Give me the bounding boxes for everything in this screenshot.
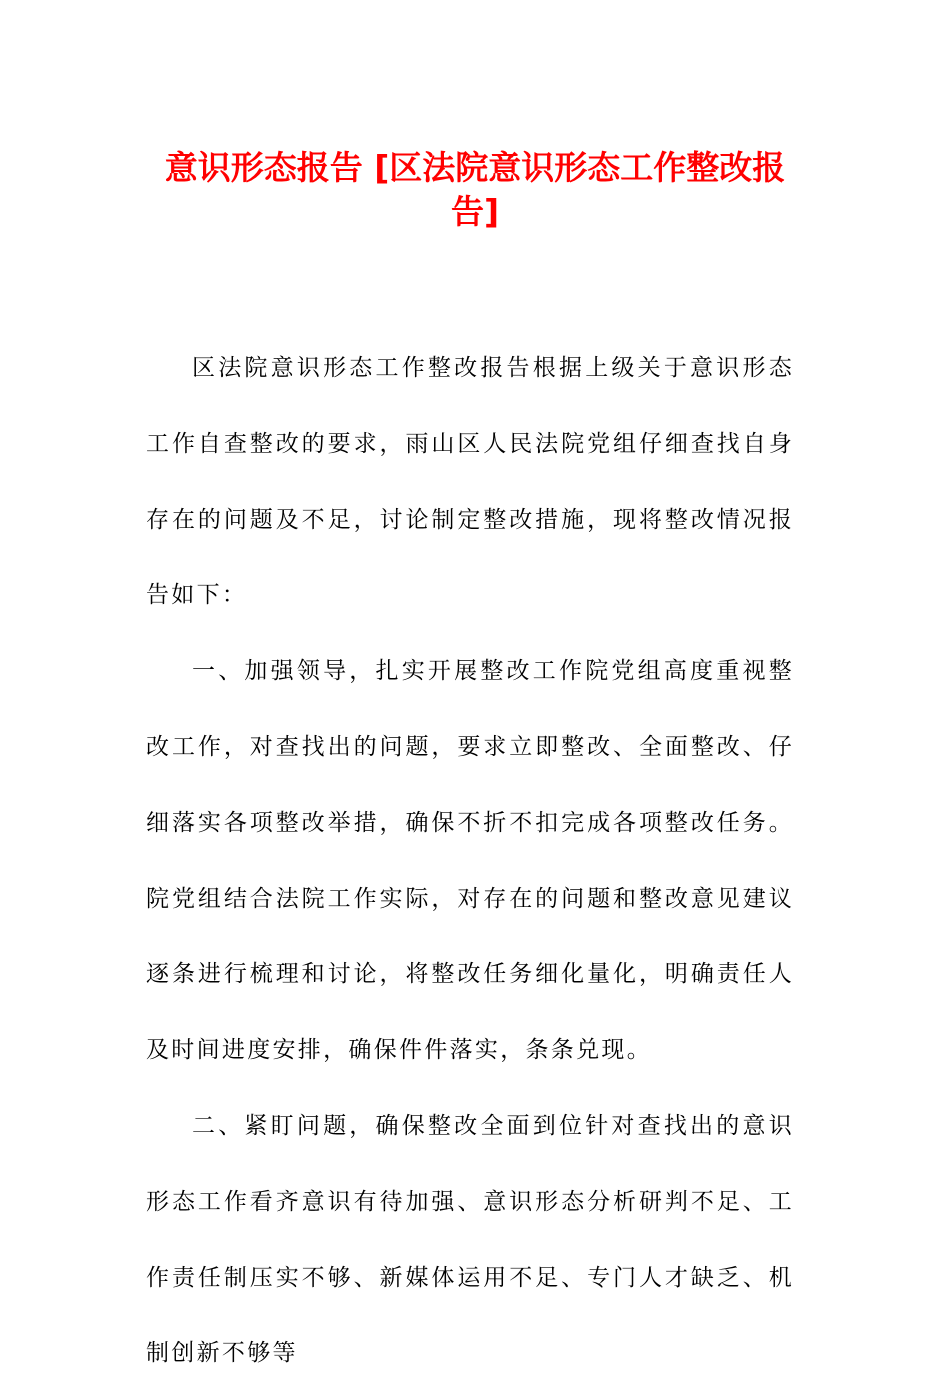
document-title: 意识形态报告 [区法院意识形态工作整改报告] (164, 148, 786, 231)
paragraph-section-1: 一、加强领导，扎实开展整改工作院党组高度重视整改工作，对查找出的问题，要求立即整改、全面整改、仔细落实各项整改举措，确保不折不扣完成各项整改任务。院党组结合法院工作实际，对存在的问题和整改意见建议逐条进行梳理和讨论，将整改任务细化量化，明确责任人及时间进度安排，确保件件落实，条条兑现。 (146, 658, 794, 1064)
document-body (146, 331, 794, 1392)
paragraph-section-2: 二、紧盯问题，确保整改全面到位针对查找出的意识形态工作看齐意识有待加强、意识形态分析研判不足、工作责任制压实不够、新媒体运用不足、专门人才缺乏、机制创新不够等 (146, 1112, 794, 1367)
paragraph-intro: 区法院意识形态工作整改报告根据上级关于意识形态工作自查整改的要求，雨山区人民法院党组仔细查找自身存在的问题及不足，讨论制定整改措施，现将整改情况报告如下： (146, 355, 794, 609)
